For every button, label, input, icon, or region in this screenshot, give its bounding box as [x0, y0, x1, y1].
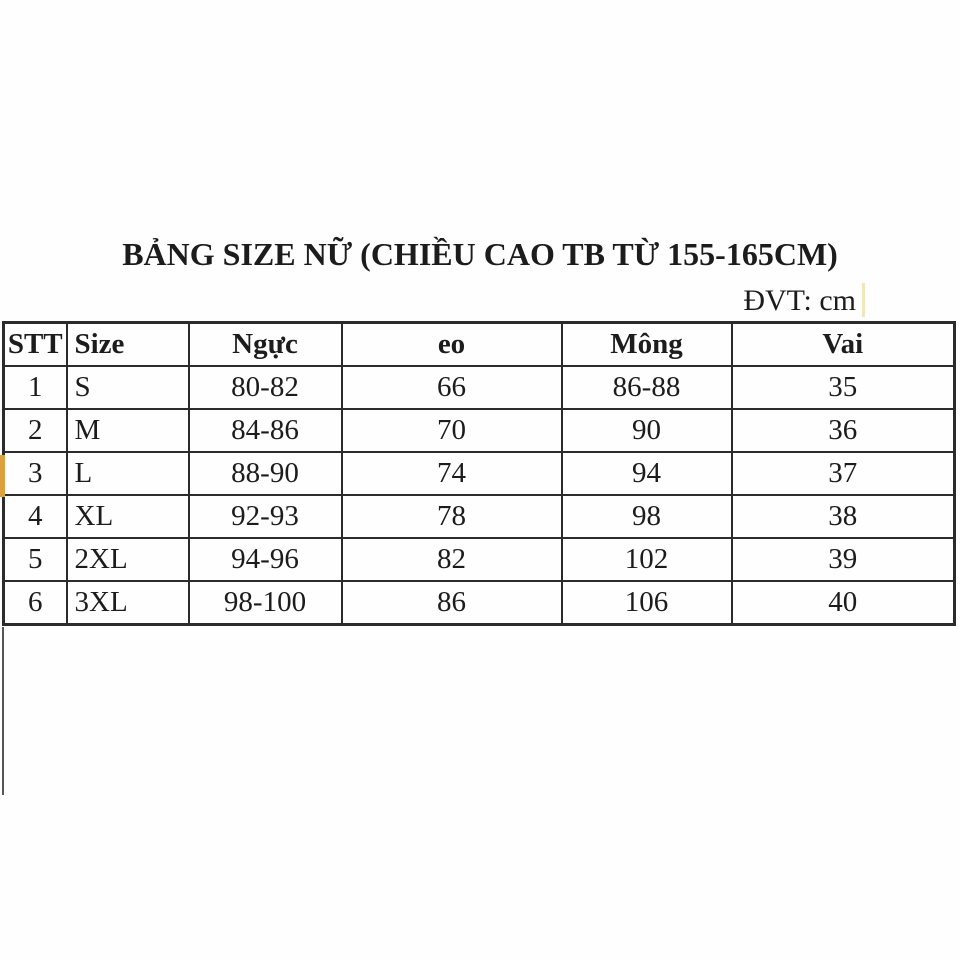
table-row	[4, 495, 955, 538]
table-row	[4, 581, 955, 625]
cell-mong: 86-88	[562, 366, 732, 409]
table-row	[4, 538, 955, 581]
unit-label: ĐVT: cm	[743, 284, 856, 317]
col-header-nguc: Ngực	[189, 323, 342, 367]
cell-eo: 70	[342, 409, 562, 452]
col-header-eo: eo	[342, 323, 562, 367]
cell-vai: 37	[732, 452, 955, 495]
cell-nguc: 92-93	[189, 495, 342, 538]
col-header-size: Size	[67, 323, 189, 367]
scan-artifact-orange-stripe	[0, 455, 5, 497]
cell-eo: 66	[342, 366, 562, 409]
cell-stt: 4	[4, 495, 67, 538]
table-row	[4, 409, 955, 452]
cell-nguc: 98-100	[189, 581, 342, 625]
cell-mong: 98	[562, 495, 732, 538]
cell-size: 3XL	[67, 581, 189, 625]
cell-vai: 35	[732, 366, 955, 409]
cell-stt: 2	[4, 409, 67, 452]
cell-nguc: 88-90	[189, 452, 342, 495]
size-table	[2, 321, 956, 626]
cell-stt: 5	[4, 538, 67, 581]
cell-mong: 106	[562, 581, 732, 625]
cell-size: XL	[67, 495, 189, 538]
scan-artifact-vertical-line	[2, 627, 4, 795]
cell-vai: 40	[732, 581, 955, 625]
cell-stt: 6	[4, 581, 67, 625]
cell-eo: 78	[342, 495, 562, 538]
cell-stt: 3	[4, 452, 67, 495]
cell-nguc: 84-86	[189, 409, 342, 452]
table-row	[4, 366, 955, 409]
cell-eo: 86	[342, 581, 562, 625]
cell-size: M	[67, 409, 189, 452]
cell-vai: 39	[732, 538, 955, 581]
cell-nguc: 80-82	[189, 366, 342, 409]
col-header-mong: Mông	[562, 323, 732, 367]
cell-size: L	[67, 452, 189, 495]
cell-nguc: 94-96	[189, 538, 342, 581]
cell-vai: 36	[732, 409, 955, 452]
col-header-vai: Vai	[732, 323, 955, 367]
cell-stt: 1	[4, 366, 67, 409]
page-title: BẢNG SIZE NỮ (CHIỀU CAO TB TỪ 155-165CM)	[122, 236, 838, 272]
cell-eo: 82	[342, 538, 562, 581]
cell-mong: 102	[562, 538, 732, 581]
table-header-row	[4, 323, 955, 367]
cell-vai: 38	[732, 495, 955, 538]
cell-size: S	[67, 366, 189, 409]
cell-mong: 90	[562, 409, 732, 452]
cell-size: 2XL	[67, 538, 189, 581]
cell-mong: 94	[562, 452, 732, 495]
table-row	[4, 452, 955, 495]
cell-eo: 74	[342, 452, 562, 495]
scan-artifact-yellow-sliver	[862, 283, 865, 317]
col-header-stt: STT	[4, 323, 67, 367]
